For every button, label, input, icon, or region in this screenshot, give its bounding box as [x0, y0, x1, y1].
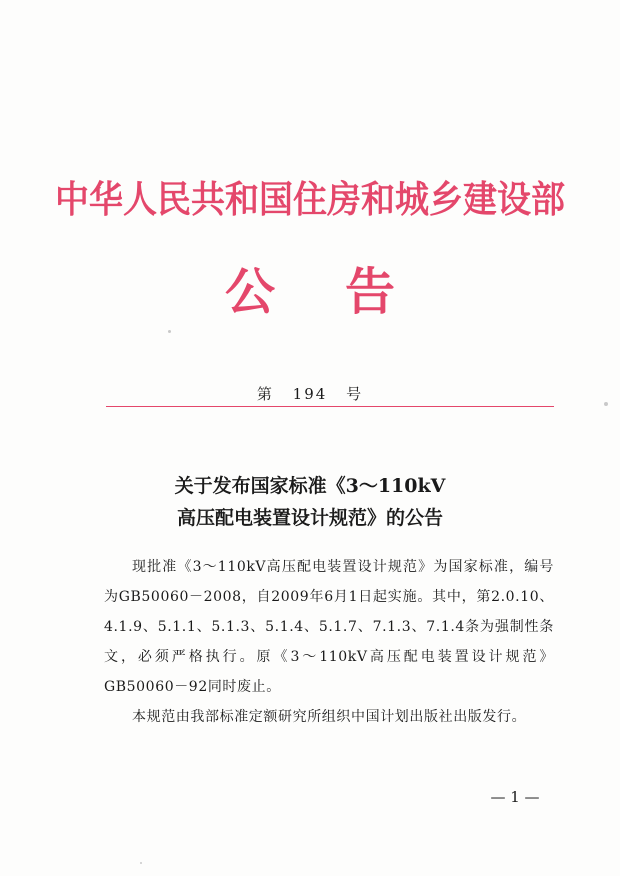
- body-paragraph-2: 本规范由我部标准定额研究所组织中国计划出版社出版发行。: [132, 709, 527, 725]
- ministry-name: 中华人民共和国住房和城乡建设部: [55, 178, 565, 222]
- title-line-2: 高压配电装置设计规范》的公告: [176, 507, 443, 529]
- body-paragraph-1: 现批准《3～110kV高压配电装置设计规范》为国家标准，编号为GB50060－2008，自2009年6月1日起实施。其中，第2.0.10、4.1.9、5.1.1、5.1.3、5.1.4、5.1.7、7.1.3、7.1.4条为强制性条文，必须严格执行。原《3～110kV高压配电装置设计规范》GB50060－92同时废止。: [104, 559, 554, 695]
- notice-heading: 公告: [225, 262, 465, 321]
- scan-speck: [168, 330, 171, 333]
- document-number: [0, 383, 620, 404]
- page-number: — 1 —: [490, 788, 540, 806]
- scan-speck: [140, 862, 142, 864]
- number-suffix: 号: [346, 385, 364, 403]
- announcement-body: [104, 552, 554, 732]
- scan-speck: [604, 402, 608, 406]
- red-divider-line: [106, 406, 554, 407]
- number-prefix: 第: [256, 385, 274, 403]
- title-line-1: 关于发布国家标准《3～110kV: [174, 475, 446, 497]
- number-value: 194: [292, 385, 328, 403]
- announcement-title: [0, 470, 620, 534]
